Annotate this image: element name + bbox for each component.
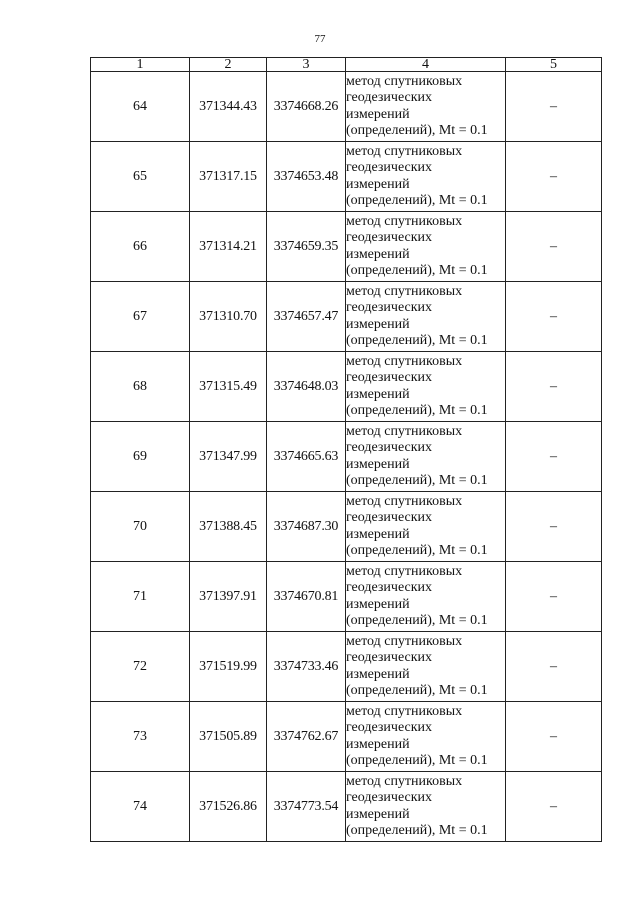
method-line: (определений), Mt = 0.1 (346, 823, 488, 838)
table-row (91, 772, 602, 842)
method-cell (346, 282, 506, 352)
method-line: метод спутниковых (346, 563, 463, 579)
method-line: метод спутниковых (346, 213, 463, 229)
method-line: измерений (346, 526, 410, 542)
note-cell: – (506, 212, 602, 282)
method-line: геодезических (346, 650, 433, 665)
method-line: геодезических (346, 160, 433, 175)
x-coordinate-cell: 371519.99 (190, 632, 267, 702)
table-row (91, 142, 602, 212)
method-cell (346, 702, 506, 772)
method-line: метод спутниковых (346, 143, 463, 159)
note-cell: – (506, 282, 602, 352)
y-coordinate-cell: 3374653.48 (267, 142, 346, 212)
x-coordinate-cell: 371388.45 (190, 492, 267, 562)
column-header-1: 1 (91, 58, 190, 72)
method-line: измерений (346, 386, 410, 402)
y-coordinate-cell: 3374659.35 (267, 212, 346, 282)
page-number: 77 (314, 33, 326, 45)
method-line: (определений), Mt = 0.1 (346, 543, 488, 558)
method-line: (определений), Mt = 0.1 (346, 333, 488, 348)
method-line: геодезических (346, 580, 433, 595)
point-number-cell: 65 (91, 142, 190, 212)
y-coordinate-cell: 3374773.54 (267, 772, 346, 842)
column-header-5: 5 (506, 58, 602, 72)
note-cell: – (506, 422, 602, 492)
method-line: геодезических (346, 370, 433, 385)
point-number-cell: 67 (91, 282, 190, 352)
x-coordinate-cell: 371310.70 (190, 282, 267, 352)
method-cell (346, 492, 506, 562)
header-row (91, 58, 602, 72)
note-cell: – (506, 492, 602, 562)
method-line: измерений (346, 316, 410, 332)
point-number-cell: 69 (91, 422, 190, 492)
method-line: метод спутниковых (346, 493, 463, 509)
method-line: метод спутниковых (346, 353, 463, 369)
method-line: (определений), Mt = 0.1 (346, 263, 488, 278)
method-line: геодезических (346, 440, 433, 455)
method-cell (346, 212, 506, 282)
table-row (91, 632, 602, 702)
method-line: измерений (346, 176, 410, 192)
x-coordinate-cell: 371347.99 (190, 422, 267, 492)
method-cell (346, 772, 506, 842)
method-cell (346, 632, 506, 702)
note-cell: – (506, 142, 602, 212)
method-line: метод спутниковых (346, 283, 463, 299)
point-number-cell: 64 (91, 72, 190, 142)
table-row (91, 562, 602, 632)
method-line: измерений (346, 246, 410, 262)
point-number-cell: 70 (91, 492, 190, 562)
method-line: метод спутниковых (346, 633, 463, 649)
method-line: измерений (346, 736, 410, 752)
y-coordinate-cell: 3374762.67 (267, 702, 346, 772)
point-number-cell: 72 (91, 632, 190, 702)
method-line: метод спутниковых (346, 773, 463, 789)
method-line: геодезических (346, 790, 433, 805)
method-cell (346, 72, 506, 142)
y-coordinate-cell: 3374668.26 (267, 72, 346, 142)
note-cell: – (506, 72, 602, 142)
method-line: измерений (346, 106, 410, 122)
method-line: (определений), Mt = 0.1 (346, 403, 488, 418)
note-cell: – (506, 352, 602, 422)
method-line: (определений), Mt = 0.1 (346, 123, 488, 138)
method-line: (определений), Mt = 0.1 (346, 683, 488, 698)
coordinates-table (90, 57, 602, 842)
method-cell (346, 422, 506, 492)
y-coordinate-cell: 3374665.63 (267, 422, 346, 492)
method-line: геодезических (346, 510, 433, 525)
x-coordinate-cell: 371314.21 (190, 212, 267, 282)
method-line: (определений), Mt = 0.1 (346, 753, 488, 768)
point-number-cell: 73 (91, 702, 190, 772)
method-line: геодезических (346, 300, 433, 315)
method-line: измерений (346, 596, 410, 612)
y-coordinate-cell: 3374648.03 (267, 352, 346, 422)
table-row (91, 72, 602, 142)
column-header-3: 3 (267, 58, 346, 72)
point-number-cell: 74 (91, 772, 190, 842)
y-coordinate-cell: 3374670.81 (267, 562, 346, 632)
note-cell: – (506, 562, 602, 632)
column-header-4: 4 (346, 58, 506, 72)
method-line: (определений), Mt = 0.1 (346, 193, 488, 208)
method-line: метод спутниковых (346, 73, 463, 89)
method-cell (346, 142, 506, 212)
y-coordinate-cell: 3374687.30 (267, 492, 346, 562)
table-row (91, 352, 602, 422)
note-cell: – (506, 772, 602, 842)
method-line: (определений), Mt = 0.1 (346, 613, 488, 628)
method-line: геодезических (346, 230, 433, 245)
table-row (91, 212, 602, 282)
table-body (91, 72, 602, 842)
table-row (91, 702, 602, 772)
method-line: метод спутниковых (346, 423, 463, 439)
x-coordinate-cell: 371397.91 (190, 562, 267, 632)
method-cell (346, 352, 506, 422)
method-line: метод спутниковых (346, 703, 463, 719)
point-number-cell: 68 (91, 352, 190, 422)
point-number-cell: 66 (91, 212, 190, 282)
y-coordinate-cell: 3374733.46 (267, 632, 346, 702)
y-coordinate-cell: 3374657.47 (267, 282, 346, 352)
note-cell: – (506, 632, 602, 702)
table-row (91, 492, 602, 562)
column-header-2: 2 (190, 58, 267, 72)
x-coordinate-cell: 371315.49 (190, 352, 267, 422)
method-cell (346, 562, 506, 632)
x-coordinate-cell: 371317.15 (190, 142, 267, 212)
method-line: геодезических (346, 90, 433, 105)
point-number-cell: 71 (91, 562, 190, 632)
x-coordinate-cell: 371505.89 (190, 702, 267, 772)
table-row (91, 282, 602, 352)
method-line: геодезических (346, 720, 433, 735)
note-cell: – (506, 702, 602, 772)
method-line: измерений (346, 806, 410, 822)
table-row (91, 422, 602, 492)
x-coordinate-cell: 371526.86 (190, 772, 267, 842)
method-line: измерений (346, 666, 410, 682)
method-line: измерений (346, 456, 410, 472)
method-line: (определений), Mt = 0.1 (346, 473, 488, 488)
x-coordinate-cell: 371344.43 (190, 72, 267, 142)
